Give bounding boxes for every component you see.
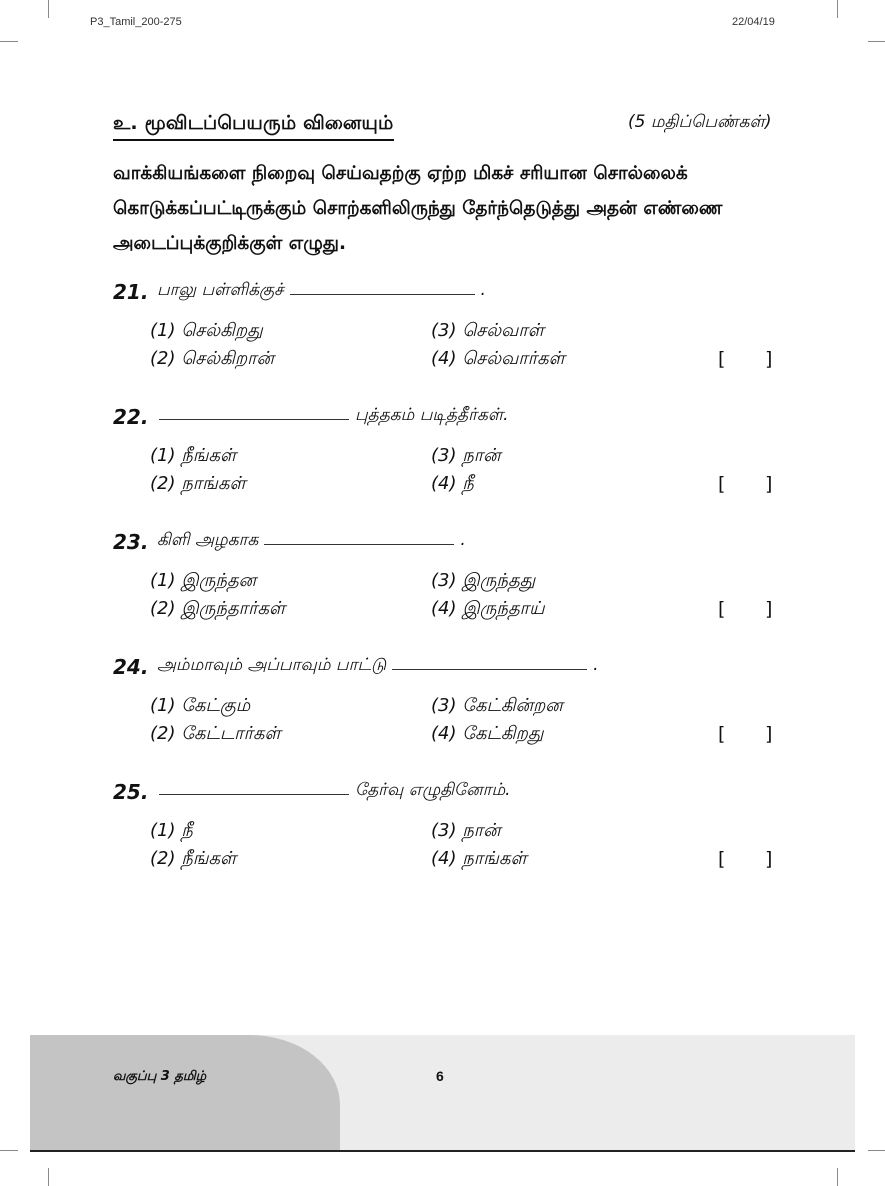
file-label: P3_Tamil_200-275 — [90, 16, 182, 28]
question-number: 24. — [113, 655, 149, 679]
answer-blank — [392, 655, 587, 670]
question-number: 21. — [113, 280, 149, 304]
option-1: (1) செல்கிறது — [150, 320, 263, 341]
answer-bracket-close: ] — [765, 848, 773, 870]
option-2: (2) இருந்தார்கள் — [150, 598, 286, 619]
question-text — [157, 655, 599, 677]
option-3: (3) கேட்கின்றன — [431, 695, 563, 716]
answer-bracket-open[interactable]: [ — [718, 598, 726, 620]
instruction-line: கொடுக்கப்பட்டிருக்கும் சொற்களிலிருந்து தேர்ந்தெடுத்து அதன் எண்ணை — [113, 198, 723, 219]
option-1: (1) கேட்கும் — [150, 695, 251, 716]
option-3: (3) இருந்தது — [431, 570, 536, 591]
answer-bracket-close: ] — [765, 723, 773, 745]
crop-mark — [868, 1150, 885, 1151]
question-text-after: புத்தகம் படித்தீர்கள். — [355, 405, 509, 425]
question-25 — [113, 780, 793, 910]
question-number: 23. — [113, 530, 149, 554]
question-text-after: தேர்வு எழுதினோம். — [355, 780, 511, 800]
answer-bracket-open[interactable]: [ — [718, 848, 726, 870]
question-text-before: அம்மாவும் அப்பாவும் பாட்டு — [157, 655, 387, 675]
option-4: (4) நீ — [431, 473, 474, 494]
question-text-after: . — [480, 280, 486, 300]
question-text — [157, 530, 466, 552]
crop-mark — [868, 41, 885, 42]
question-23 — [113, 530, 793, 660]
question-number: 22. — [113, 405, 149, 429]
answer-bracket-open[interactable]: [ — [718, 473, 726, 495]
instruction-line: வாக்கியங்களை நிறைவு செய்வதற்கு ஏற்ற மிகச் சரியான சொல்லைக் — [113, 163, 688, 184]
option-2: (2) கேட்டார்கள் — [150, 723, 281, 744]
option-4: (4) நாங்கள் — [431, 848, 527, 869]
section-title: உ. மூவிடப்பெயரும் வினையும் — [113, 112, 394, 141]
answer-blank — [159, 780, 349, 795]
option-4: (4) இருந்தாய் — [431, 598, 545, 619]
section-marks: (5 மதிப்பெண்கள்) — [628, 112, 772, 132]
question-text — [153, 405, 509, 427]
footer-rule — [30, 1150, 855, 1152]
option-2: (2) செல்கிறான் — [150, 348, 274, 369]
page-number: 6 — [436, 1068, 444, 1084]
footer-book-title: வகுப்பு 3 தமிழ் — [113, 1069, 207, 1084]
option-2: (2) நீங்கள் — [150, 848, 237, 869]
question-text — [157, 280, 486, 302]
question-text-after: . — [593, 655, 599, 675]
crop-mark — [48, 0, 49, 18]
question-number: 25. — [113, 780, 149, 804]
instruction-line: அடைப்புக்குறிக்குள் எழுது. — [113, 233, 346, 254]
answer-bracket-open[interactable]: [ — [718, 348, 726, 370]
crop-mark — [0, 41, 18, 42]
option-1: (1) நீங்கள் — [150, 445, 237, 466]
question-text — [153, 780, 511, 802]
answer-bracket-close: ] — [765, 598, 773, 620]
option-3: (3) நான் — [431, 445, 501, 466]
footer-tab — [30, 1035, 340, 1150]
option-3: (3) நான் — [431, 820, 501, 841]
crop-mark — [0, 1150, 18, 1151]
crop-mark — [48, 1168, 49, 1186]
option-3: (3) செல்வாள் — [431, 320, 545, 341]
answer-blank — [290, 280, 475, 295]
answer-blank — [264, 530, 454, 545]
answer-blank — [159, 405, 349, 420]
question-22 — [113, 405, 793, 535]
question-21 — [113, 280, 793, 410]
option-2: (2) நாங்கள் — [150, 473, 246, 494]
option-4: (4) கேட்கிறது — [431, 723, 544, 744]
print-date: 22/04/19 — [732, 16, 775, 28]
option-1: (1) இருந்தன — [150, 570, 257, 591]
option-1: (1) நீ — [150, 820, 193, 841]
question-24 — [113, 655, 793, 785]
option-4: (4) செல்வார்கள் — [431, 348, 565, 369]
question-text-before: பாலு பள்ளிக்குச் — [157, 280, 284, 300]
crop-mark — [837, 1168, 838, 1186]
question-text-after: . — [460, 530, 466, 550]
answer-bracket-open[interactable]: [ — [718, 723, 726, 745]
question-text-before: கிளி அழகாக — [157, 530, 259, 550]
answer-bracket-close: ] — [765, 348, 773, 370]
crop-mark — [837, 0, 838, 18]
answer-bracket-close: ] — [765, 473, 773, 495]
